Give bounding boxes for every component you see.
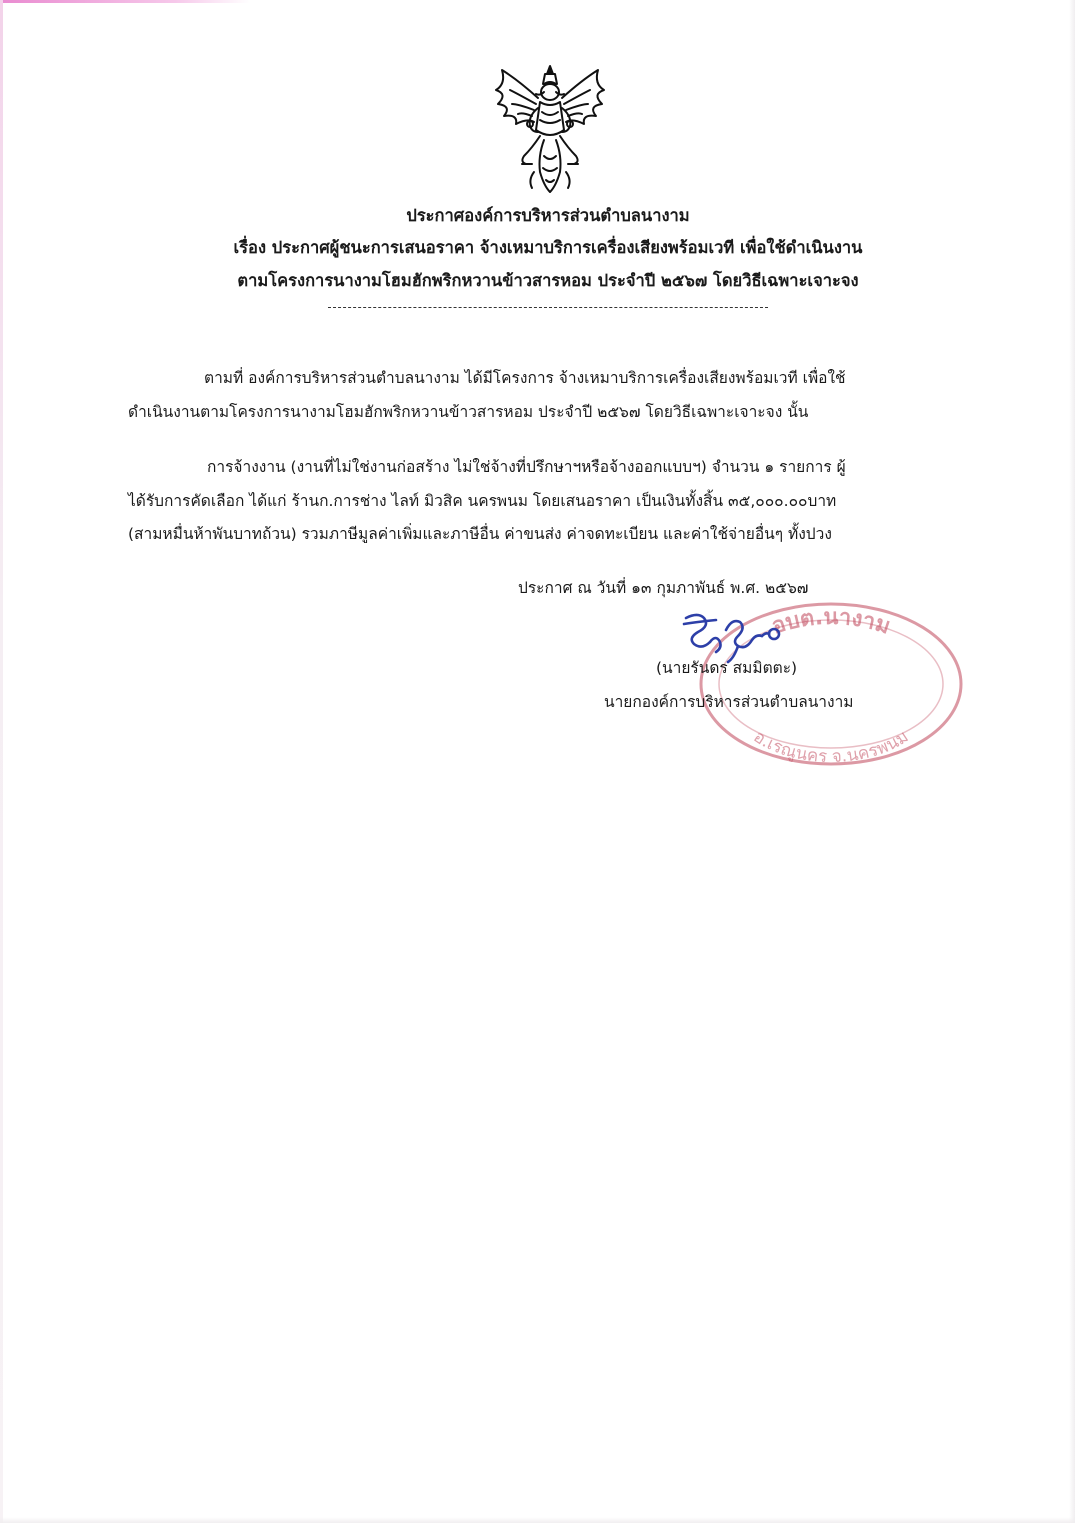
document-subject-line-1: เรื่อง ประกาศผู้ชนะการเสนอราคา จ้างเหมาบริการเครื่องเสียงพร้อมเวที เพื่อใช้ดำเนินงาน (233, 238, 863, 257)
paragraph-2-line-3: (สามหมื่นห้าพันบาทถ้วน) รวมภาษีมูลค่าเพิ่มและภาษีอื่น ค่าขนส่ง ค่าจดทะเบียน และค่าใช้จ่ายอื่นๆ ทั้งปวง (128, 525, 832, 543)
scan-edge-right (1069, 0, 1075, 1523)
announcement-date: ประกาศ ณ วันที่ ๑๓ กุมภาพันธ์ พ.ศ. ๒๕๖๗ (518, 579, 809, 597)
scan-edge-bottom (0, 1517, 1075, 1523)
signer-name: (นายรันดร สมมิตตะ) (656, 659, 798, 677)
document-subject-line-2: ตามโครงการนางามโฮมฮักพริกหวานข้าวสารหอม ประจำปี ๒๕๖๗ โดยวิธีเฉพาะเจาะจง (237, 271, 859, 290)
scan-edge-top (0, 0, 250, 3)
svg-text:อ.เรณูนคร จ.นครพนม (750, 727, 912, 767)
stamp-top-text: อบต.นางาม (768, 604, 894, 640)
document-title: ประกาศองค์การบริหารส่วนตำบลนางาม (406, 206, 690, 225)
scan-edge-left (0, 0, 3, 1523)
signer-title: นายกองค์การบริหารส่วนตำบลนางาม (604, 693, 854, 711)
paragraph-1-line-1: ตามที่ องค์การบริหารส่วนตำบลนางาม ได้มีโครงการ จ้างเหมาบริการเครื่องเสียงพร้อมเวที เพื่อใช้ (204, 369, 846, 387)
paragraph-2-line-1: การจ้างงาน (งานที่ไม่ใช่งานก่อสร้าง ไม่ใช่จ้างที่ปรึกษาฯหรือจ้างออกแบบฯ) จำนวน ๑ รายการ ผู้ (207, 458, 846, 476)
stamp-bottom-text: อ.เรณูนคร จ.นครพนม (749, 726, 913, 768)
garuda-emblem-icon (488, 60, 612, 200)
header-divider (328, 307, 768, 308)
paragraph-1-line-2: ดำเนินงานตามโครงการนางามโฮมฮักพริกหวานข้าวสารหอม ประจำปี ๒๕๖๗ โดยวิธีเฉพาะเจาะจง นั้น (128, 403, 809, 421)
paragraph-2-line-2: ได้รับการคัดเลือก ได้แก่ ร้านก.การช่าง ไลท์ มิวสิค นครพนม โดยเสนอราคา เป็นเงินทั้งสิ้น ๓๕,๐๐๐.๐๐บาท (128, 492, 837, 510)
